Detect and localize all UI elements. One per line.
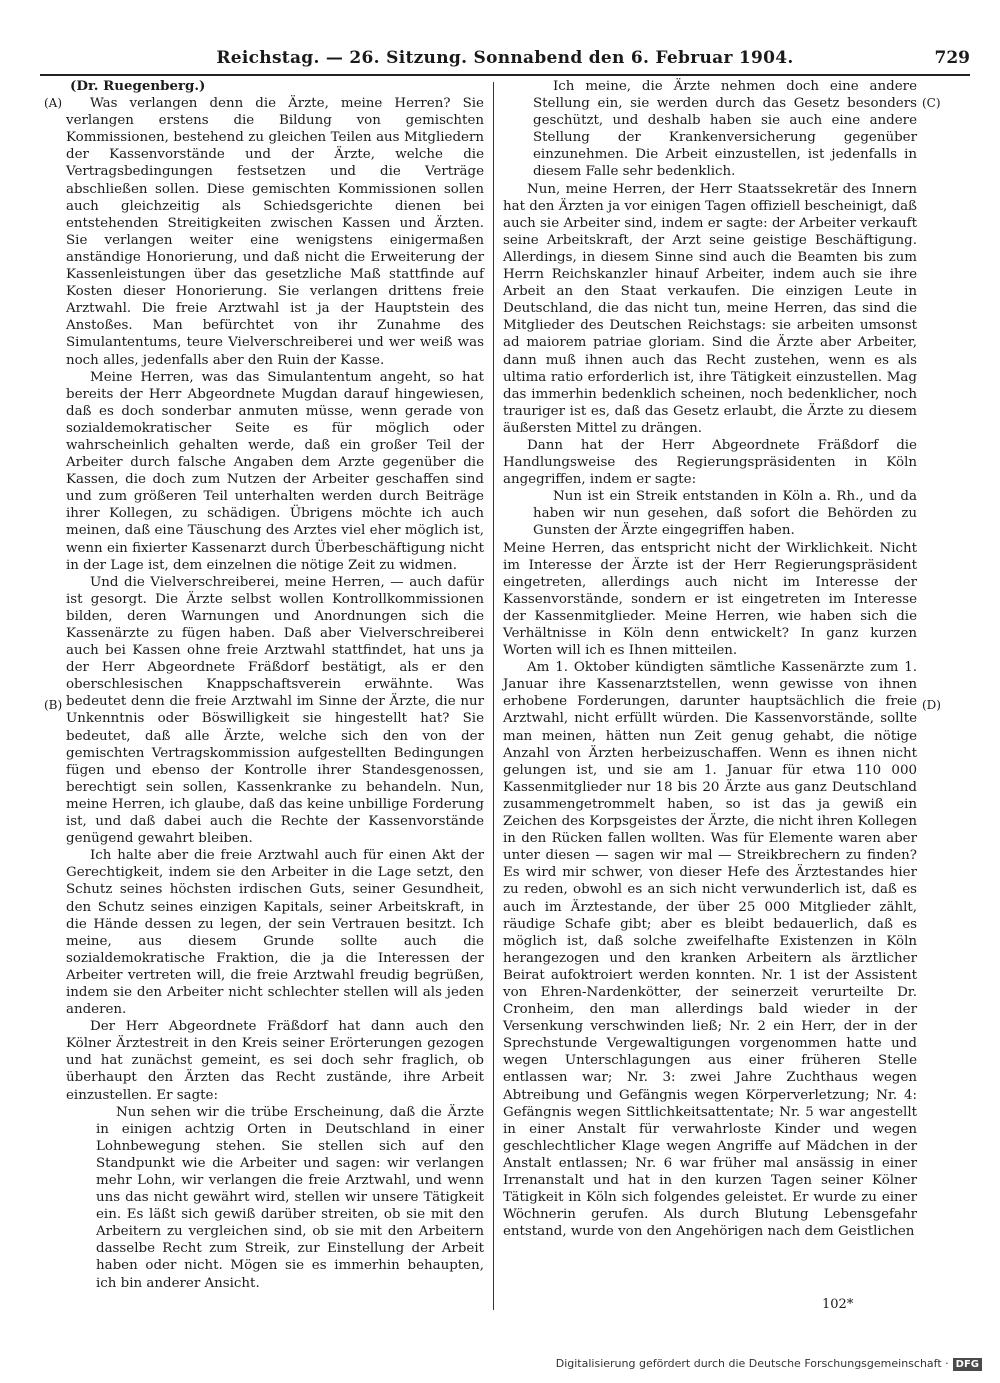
quotation: Nun ist ein Streik entstanden in Köln a. Rh., und da haben wir nun gesehen, daß sofort die Behörden zu Gunsten der Ärzte eingegriffen haben. xyxy=(533,489,917,539)
quotation: Ich meine, die Ärzte nehmen doch eine andere Stellung ein, sie werden durch das Gesetz besonders geschützt, und deshalb haben sie auch eine andere Stellung der Krankenversicherung gegenüber einzunehmen. Die Arbeit einzustellen, ist jedenfalls in diesem Falle sehr bedenklich. xyxy=(533,79,917,180)
page-number: 729 xyxy=(934,48,970,68)
signature-mark: 102* xyxy=(822,1297,854,1312)
quotation: Nun sehen wir die trübe Erscheinung, daß die Ärzte in einigen achtzig Orten in Deutschland in einer Lohnbewegung stehen. Sie stellen sich auf den Standpunkt wie die Arbeiter und sagen: wir verlangen mehr Lohn, wir verlangen die freie Arztwahl, und wenn uns das nicht gewährt wird, stellen wir unsere Tätigkeit ein. Es läßt sich gewiß darüber streiten, ob sie mit den Arbeitern zu vergleichen sind, ob sie mit den Arbeitern dasselbe Recht zum Streik, zur Einstellung der Arbeit haben oder nicht. Mögen sie es immerhin behaupten, ich bin anderer Ansicht. xyxy=(96,1104,484,1291)
page-header-title: Reichstag. — 26. Sitzung. Sonnabend den 6. Februar 1904. xyxy=(216,48,794,68)
paragraph: Meine Herren, das entspricht nicht der Wirklichkeit. Nicht im Interesse der Ärzte ist der Herr Regierungspräsident eingetreten, allerdings auch nicht im Interesse der Kassenvorstände, sondern er ist eingetreten im Interesse der Kassenmitglieder. Meine Herren, wie haben sich die Verhältnisse in Köln denn entwickelt? In ganz kurzen Worten will ich es Ihnen mitteilen. xyxy=(503,540,917,659)
header-rule xyxy=(40,74,970,76)
speaker-label: (Dr. Ruegenberg.) xyxy=(70,78,206,94)
margin-marker-d: (D) xyxy=(922,698,941,712)
paragraph: Und die Vielverschreiberei, meine Herren, — auch dafür ist gesorgt. Die Ärzte selbst wollen Kontrollkommissionen bilden, deren Warnungen und Anordnungen sich die Kassenärzte zu fügen haben. Daß aber Vielverschreiberei auch bei Kassen ohne freie Arztwahl stattfindet, hat uns ja der Herr Abgeordnete Fräßdorf bestätigt, als er den oberschlesischen Knappschaftsverein erwähnte. Was bedeutet denn die freie Arztwahl im Sinne der Ärzte, die nur Unkenntnis oder Böswilligkeit sie hingestellt hat? Sie bedeutet, daß alle Ärzte, welche sich den von der gemischten Vertragskommission aufgestellten Bedingungen fügen und ebenso der Kontrolle ihrer Standesgenossen, berechtigt sein sollen, Kassenkranke zu behandeln. Nun, meine Herren, ich glaube, daß das keine unbillige Forderung ist, und daß dabei auch die Rechte der Kassenvorstände genügend gewahrt bleiben. xyxy=(66,574,484,847)
left-column xyxy=(66,78,484,1292)
dfg-logo: DFG xyxy=(953,1358,982,1371)
paragraph: Nun, meine Herren, der Herr Staatssekretär des Innern hat den Ärzten ja vor einigen Tagen offiziell bescheinigt, daß auch sie Arbeiter sind, indem er sagte: der Arbeiter verkauft seine Arbeitskraft, der Arzt seine geistige Beschäftigung. Allerdings, in diesem Sinne sind auch die Beamten bis zum Herrn Reichskanzler hinauf Arbeiter, indem auch sie ihre Arbeit an den Staat verkaufen. Die einzigen Leute in Deutschland, die das nicht tun, meine Herren, das sind die Mitglieder des Deutschen Reichstags: sie arbeiten umsonst ad maiorem patriae gloriam. Sind die Ärzte aber Arbeiter, dann muß ihnen auch das Recht zustehen, wenn es als ultima ratio erforderlich ist, ihre Tätigkeit einzustellen. Mag das immerhin bedenklich scheinen, noch bedenklicher, noch trauriger ist es, daß das Gesetz erlaubt, die Ärzte zu diesem äußersten Mittel zu drängen. xyxy=(503,181,917,436)
paragraph: Meine Herren, was das Simulantentum angeht, so hat bereits der Herr Abgeordnete Mugdan darauf hingewiesen, daß es doch sonderbar anmuten müsse, wenn gerade von sozialdemokratischer Seite es für möglich oder wahrscheinlich gehalten werde, daß ein großer Teil der Arbeiter durch falsche Angaben dem Arzte gegenüber die Kassen, die doch zum Nutzen der Arbeiter geschaffen sind und zum größeren Teil unterhalten werden durch Beiträge ihrer Kollegen, zu schädigen. Übrigens möchte ich auch meinen, daß eine Täuschung des Arztes viel eher möglich ist, wenn ein fixierter Kassenarzt durch Überbeschäftigung nicht in der Lage ist, dem einzelnen die nötige Zeit zu widmen. xyxy=(66,369,484,573)
column-divider xyxy=(493,82,494,1310)
right-column xyxy=(503,78,917,1240)
paragraph: Ich halte aber die freie Arztwahl auch für einen Akt der Gerechtigkeit, indem sie den Arbeiter in die Lage setzt, den Schutz seines höchsten irdischen Guts, seiner Gesundheit, den Schutz seines einzigen Kapitals, seiner Arbeitskraft, in die Hände dessen zu legen, der sein Vertrauen besitzt. Ich meine, aus diesem Grunde sollte auch die sozialdemokratische Fraktion, die ja die Interessen der Arbeiter vertreten will, die freie Arztwahl freudig begrüßen, indem sie den Arbeiter nicht schlechter stellen will als jeden anderen. xyxy=(66,848,484,1018)
footer xyxy=(556,1357,982,1371)
margin-marker-a: (A) xyxy=(44,96,63,110)
margin-marker-c: (C) xyxy=(922,96,941,110)
paragraph: Am 1. Oktober kündigten sämtliche Kassenärzte zum 1. Januar ihre Kassenarztstellen, wenn gewisse von ihnen erhobene Forderungen, darunter hauptsächlich die freie Arztwahl, nicht erfüllt würden. Die Kassenvorstände, sollte man meinen, hätten nun Zeit genug gehabt, die nötige Anzahl von Ärzten herbeizuschaffen. Wenn es ihnen nicht gelungen ist, und sie am 1. Januar für etwa 110 000 Kassenmitglieder nur 18 bis 20 Ärzte aus ganz Deutschland zusammengetrommelt haben, so ist das ja gewiß ein Zeichen des Korpsgeistes der Ärzte, die nicht ihren Kollegen in den Rücken fallen wollten. Was für Elemente waren aber unter diesen — sagen wir mal — Streikbrechern zu finden? Es wird mir schwer, von dieser Hefe des Ärztestandes hier zu reden, obwohl es an sich nicht verwunderlich ist, daß es auch im Ärztestande, der über 25 000 Mitglieder zählt, räudige Schafe gibt; aber es bleibt bedauerlich, daß es möglich ist, daß solche zweifelhafte Existenzen in Köln herangezogen und den kranken Arbeitern als ärztlicher Beirat aufoktroiert werden konnten. Nr. 1 ist der Assistent von Ehren-Nardenkötter, der seinerzeit verurteilte Dr. Cronheim, den man allerdings bald wieder in der Versenkung verschwinden ließ; Nr. 2 ein Herr, der in der Sprechstunde Vergewaltigungen vorgenommen hatte und wegen Unterschlagungen aus einer früheren Stelle entlassen war; Nr. 3: zwei Jahre Zuchthaus wegen Abtreibung und Gefängnis wegen Körperverletzung; Nr. 4: Gefängnis wegen Sittlichkeitsattentate; Nr. 5 war angestellt in einer Anstalt für verwahrloste Kinder und wegen geschlechtlicher Klage wegen Angriffe auf Mädchen in der Anstalt entlassen; Nr. 6 war früher mal ansässig in einer Irrenanstalt und hat in den kurzen Tagen seiner Kölner Tätigkeit in Köln sich folgendes geleistet. Er wurde zu einer Wöchnerin gerufen. Als durch Blutung Lebensgefahr entstand, wurde von den Angehörigen nach dem Geistlichen xyxy=(503,660,917,1240)
paragraph: Der Herr Abgeordnete Fräßdorf hat dann auch den Kölner Ärztestreit in den Kreis seiner Erörterungen gezogen und hat zunächst gemeint, es sei doch sehr fraglich, ob überhaupt den Ärzten das Recht zustände, ihre Arbeit einzustellen. Er sagte: xyxy=(66,1019,484,1103)
paragraph: Dann hat der Herr Abgeordnete Fräßdorf die Handlungsweise des Regierungspräsidenten in Köln angegriffen, indem er sagte: xyxy=(503,437,917,488)
footer-text: Digitalisierung gefördert durch die Deutsche Forschungsgemeinschaft · xyxy=(555,1357,949,1370)
margin-marker-b: (B) xyxy=(44,698,63,712)
running-head xyxy=(40,48,970,72)
paragraph: Was verlangen denn die Ärzte, meine Herren? Sie verlangen erstens die Bildung von gemischten Kommissionen, bestehend zu gleichen Teilen aus Mitgliedern der Kassenvorstände und der Ärzte, welche die Vertragsbedingungen festsetzen und die Verträge abschließen sollen. Diese gemischten Kommissionen sollen auch gleichzeitig als Schiedsgerichte dienen bei entstehenden Streitigkeiten zwischen Kassen und Ärzten. Sie verlangen weiter eine wenigstens einigermaßen anständige Honorierung, und daß nicht die Erweiterung der Kassenleistungen über das gesetzliche Maß stattfinde auf Kosten dieser Honorierung. Sie verlangen drittens freie Arztwahl. Die freie Arztwahl ist ja der Hauptstein des Anstoßes. Man befürchtet von ihr Zunahme des Simulantentums, teure Vielverschreiberei und wer weiß was noch alles, jedenfalls aber den Ruin der Kasse. xyxy=(66,96,484,368)
